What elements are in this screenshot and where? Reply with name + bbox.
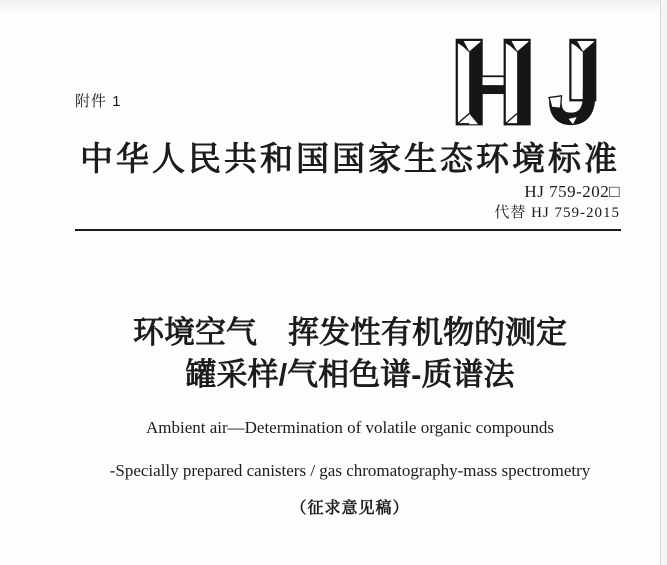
scan-top-shadow [0, 0, 667, 12]
title-en-line2: -Specially prepared canisters / gas chromatography-mass spectrometry [109, 461, 591, 480]
attachment-label: 附件 1 [75, 93, 122, 110]
replaces-note: 代替 HJ 759-2015 [494, 205, 620, 221]
scan-right-margin [661, 0, 667, 565]
standard-number: HJ 759-202□ [524, 182, 620, 201]
hj-logo [455, 38, 597, 127]
title-en-line1: Ambient air—Determination of volatile organic compounds [145, 418, 555, 437]
draft-status-label: （征求意见稿） [290, 500, 410, 517]
page-right-edge [660, 0, 661, 565]
title-cn-line2: 罐采样/气相色谱-质谱法 [185, 357, 515, 392]
title-cn-line1: 环境空气 挥发性有机物的测定 [133, 315, 567, 350]
standard-heading: 中华人民共和国国家生态环境标准 [80, 142, 620, 178]
header-divider-line [75, 229, 621, 231]
